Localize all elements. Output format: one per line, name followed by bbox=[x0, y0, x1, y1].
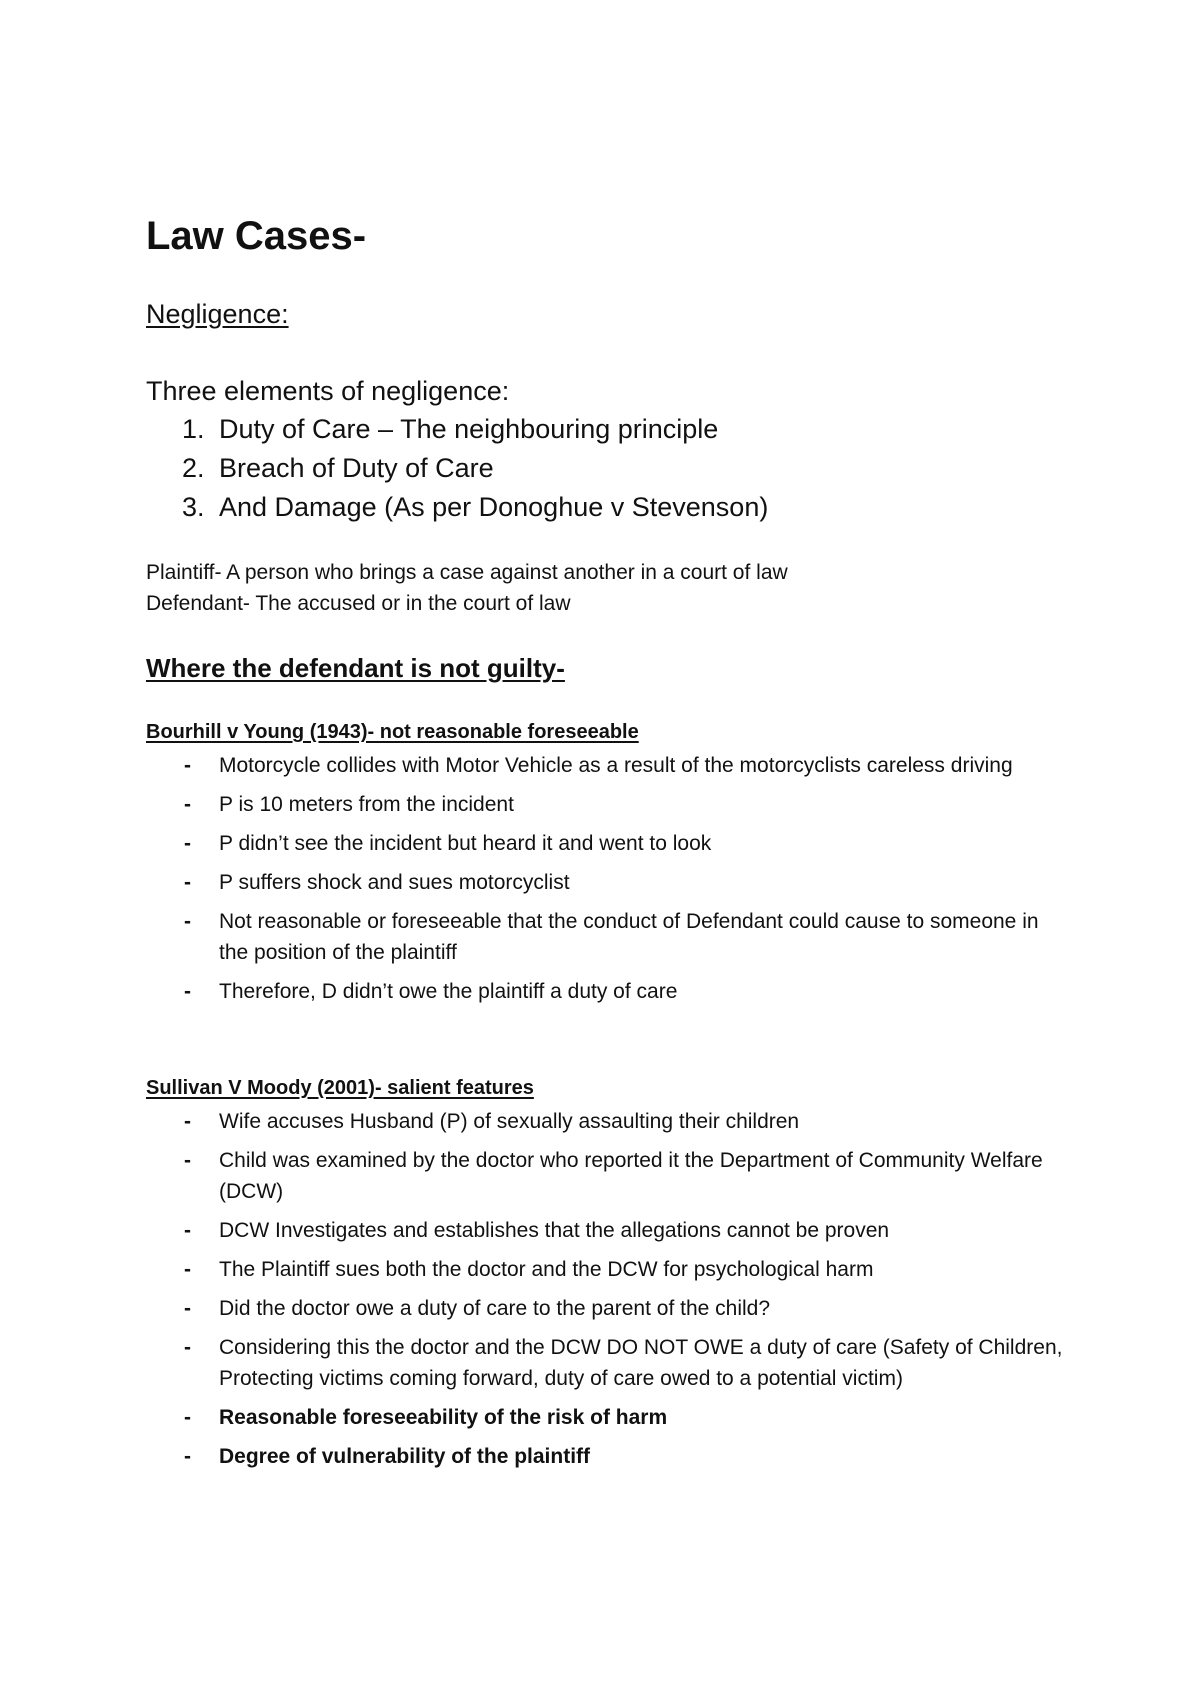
list-item bbox=[146, 750, 1066, 781]
dash-bullet-icon: - bbox=[184, 1110, 191, 1133]
list-item-text: DCW Investigates and establishes that the allegations cannot be proven bbox=[219, 1219, 890, 1242]
dash-bullet-icon: - bbox=[184, 980, 191, 1003]
list-item bbox=[146, 1254, 1066, 1285]
list-item-text: Wife accuses Husband (P) of sexually assaulting their children bbox=[219, 1110, 800, 1133]
list-item-text: Duty of Care – The neighbouring principle bbox=[219, 414, 719, 444]
dash-bullet-icon: - bbox=[184, 1219, 191, 1242]
case-points-sullivan bbox=[146, 1106, 1066, 1480]
dash-bullet-icon: - bbox=[184, 1406, 191, 1429]
definition-defendant: Defendant- The accused or in the court of law bbox=[146, 592, 571, 615]
list-item-text: Motorcycle collides with Motor Vehicle as a result of the motorcyclists careless driving bbox=[219, 754, 1013, 777]
dash-bullet-icon: - bbox=[184, 871, 191, 894]
list-item-text: And Damage (As per Donoghue v Stevenson) bbox=[219, 492, 769, 522]
list-item-text: Degree of vulnerability of the plaintiff bbox=[219, 1445, 591, 1468]
dash-bullet-icon: - bbox=[184, 832, 191, 855]
list-item-text: Considering this the doctor and the DCW DO NOT OWE a duty of care (Safety of Children, Protecting victims coming forward, duty of care owed to a potential victim) bbox=[219, 1336, 1063, 1390]
list-item-text: P is 10 meters from the incident bbox=[219, 793, 514, 816]
dash-bullet-icon: - bbox=[184, 1258, 191, 1281]
list-number: 1. bbox=[182, 414, 205, 444]
list-item-text: Child was examined by the doctor who reported it the Department of Community Welfare (DCW) bbox=[219, 1149, 1043, 1203]
list-item bbox=[146, 1106, 1066, 1137]
list-item bbox=[146, 1402, 1066, 1433]
section-heading-negligence: Negligence: bbox=[146, 299, 289, 329]
list-item bbox=[146, 976, 1066, 1007]
dash-bullet-icon: - bbox=[184, 793, 191, 816]
list-item-text: P didn’t see the incident but heard it and went to look bbox=[219, 832, 712, 855]
list-item bbox=[146, 1441, 1066, 1472]
dash-bullet-icon: - bbox=[184, 1445, 191, 1468]
list-item bbox=[146, 1293, 1066, 1324]
list-item-text: Not reasonable or foreseeable that the conduct of Defendant could cause to someone in the position of the plaintiff bbox=[219, 910, 1039, 964]
list-item bbox=[146, 867, 1066, 898]
list-item bbox=[146, 1332, 1066, 1394]
elements-intro: Three elements of negligence: bbox=[146, 376, 510, 406]
list-item-text: Therefore, D didn’t owe the plaintiff a duty of care bbox=[219, 980, 678, 1003]
list-item-text: P suffers shock and sues motorcyclist bbox=[219, 871, 570, 894]
list-item bbox=[146, 1145, 1066, 1207]
list-item bbox=[146, 828, 1066, 859]
subheading-not-guilty: Where the defendant is not guilty- bbox=[146, 653, 565, 683]
list-item-text: Reasonable foreseeability of the risk of harm bbox=[219, 1406, 668, 1429]
case-heading-sullivan: Sullivan V Moody (2001)- salient features bbox=[146, 1077, 534, 1099]
list-item-text: Breach of Duty of Care bbox=[219, 453, 494, 483]
case-heading-bourhill: Bourhill v Young (1943)- not reasonable foreseeable bbox=[146, 721, 639, 743]
list-item bbox=[146, 906, 1066, 968]
definition-plaintiff: Plaintiff- A person who brings a case against another in a court of law bbox=[146, 561, 788, 584]
dash-bullet-icon: - bbox=[184, 1336, 191, 1359]
dash-bullet-icon: - bbox=[184, 754, 191, 777]
list-item bbox=[146, 789, 1066, 820]
dash-bullet-icon: - bbox=[184, 1149, 191, 1172]
page-title: Law Cases- bbox=[146, 214, 367, 258]
list-item-text: The Plaintiff sues both the doctor and the DCW for psychological harm bbox=[219, 1258, 874, 1281]
case-points-bourhill bbox=[146, 750, 1066, 1015]
list-number: 2. bbox=[182, 453, 205, 483]
dash-bullet-icon: - bbox=[184, 910, 191, 933]
list-item bbox=[146, 1215, 1066, 1246]
list-item-text: Did the doctor owe a duty of care to the parent of the child? bbox=[219, 1297, 771, 1320]
list-number: 3. bbox=[182, 492, 205, 522]
dash-bullet-icon: - bbox=[184, 1297, 191, 1320]
